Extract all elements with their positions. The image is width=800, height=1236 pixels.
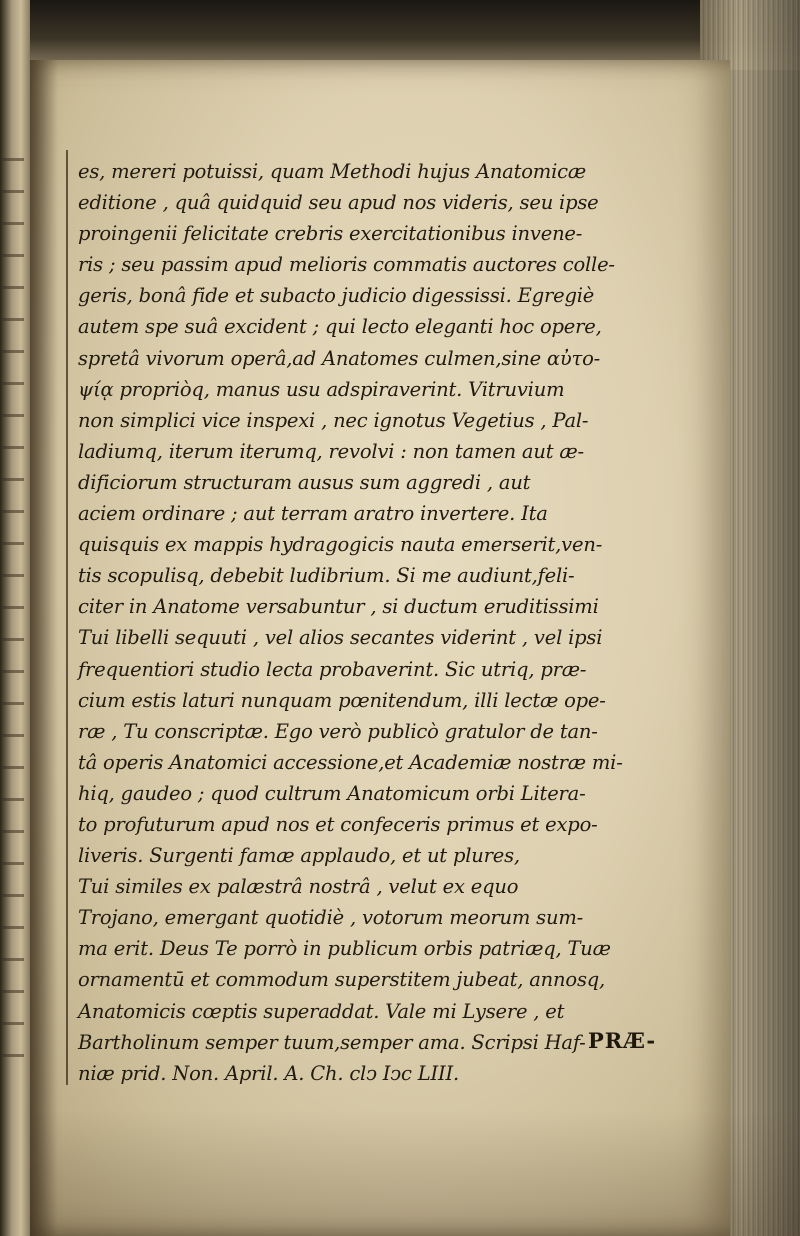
facing-text-fragment — [2, 926, 24, 929]
facing-text-fragment — [2, 830, 24, 833]
facing-text-fragment — [2, 542, 24, 545]
text-line: autem spe suâ excident ; qui lecto eleganti hoc opere, — [78, 315, 602, 339]
text-line: Tui libelli sequuti , vel alios secantes viderint , vel ipsi — [78, 626, 603, 650]
text-line: Anatomicis cœptis superaddat. Vale mi Lysere , et — [78, 999, 565, 1023]
text-line: quisquis ex mappis hydragogicis nauta emerserit,ven- — [78, 533, 603, 557]
text-line: spretâ vivorum operâ,ad Anatomes culmen,sine αὐτο- — [78, 346, 601, 370]
text-line: to profuturum apud nos et confeceris primus et expo- — [78, 812, 598, 836]
text-line: ladiumq, iterum iterumq, revolvi : non tamen aut æ- — [78, 439, 584, 463]
catchword: PRÆ- — [588, 1028, 657, 1053]
text-line: editione , quâ quidquid seu apud nos videris, seu ipse — [78, 191, 599, 215]
text-line: ræ , Tu conscriptæ. Ego verò publicò gratulor de tan- — [78, 719, 598, 743]
text-line: ψίᾳ propriòq, manus usu adspiraverint. Vitruvium — [78, 377, 565, 401]
text-line: niæ prid. Non. April. A. Ch. clↄ Iↄc LIII. — [78, 1061, 459, 1085]
text-line: aciem ordinare ; aut terram aratro invertere. Ita — [78, 502, 548, 526]
facing-text-fragment — [2, 702, 24, 705]
gutter-shadow — [30, 60, 58, 1236]
facing-text-fragment — [2, 1054, 24, 1057]
bottom-shade — [30, 1110, 800, 1236]
facing-text-fragment — [2, 798, 24, 801]
facing-page-edge — [0, 0, 30, 1236]
facing-text-fragment — [2, 574, 24, 577]
facing-text-fragment — [2, 894, 24, 897]
text-line: frequentiori studio lecta probaverint. Sic utriq, præ- — [78, 657, 587, 681]
facing-text-fragment — [2, 734, 24, 737]
facing-text-fragment — [2, 350, 24, 353]
text-line: liveris. Surgenti famæ applaudo, et ut plures, — [78, 844, 520, 868]
facing-text-fragment — [2, 254, 24, 257]
text-line: Trojano, emergant quotidiè , votorum meorum sum- — [78, 906, 584, 930]
facing-text-fragment — [2, 862, 24, 865]
text-line: ris ; seu passim apud melioris commatis auctores colle- — [78, 253, 615, 277]
text-line: geris, bonâ fide et subacto judicio digessissi. Egregiè — [78, 284, 595, 308]
facing-text-fragment — [2, 382, 24, 385]
text-line: es, mereri potuissi, quam Methodi hujus Anatomicæ — [78, 160, 586, 183]
facing-text-fragment — [2, 222, 24, 225]
facing-text-fragment — [2, 638, 24, 641]
text-line: ma erit. Deus Te porrò in publicum orbis patriæq, Tuæ — [78, 937, 611, 961]
facing-text-fragment — [2, 670, 24, 673]
margin-rule — [66, 150, 68, 1085]
text-line: tis scopulisq, debebit ludibrium. Si me audiunt,feli- — [78, 564, 575, 588]
facing-text-fragment — [2, 1022, 24, 1025]
text-line: proingenii felicitate crebris exercitationibus invene- — [78, 222, 583, 246]
text-line: dificiorum structuram ausus sum aggredi , aut — [78, 470, 531, 494]
facing-text-fragment — [2, 958, 24, 961]
facing-text-fragment — [2, 414, 24, 417]
facing-text-fragment — [2, 158, 24, 161]
text-line: hiq, gaudeo ; quod cultrum Anatomicum orbi Litera- — [78, 781, 586, 805]
facing-text-fragment — [2, 190, 24, 193]
facing-text-fragment — [2, 510, 24, 513]
facing-text-fragment — [2, 766, 24, 769]
text-line: non simplici vice inspexi , nec ignotus Vegetius , Pal- — [78, 408, 589, 432]
facing-text-fragment — [2, 478, 24, 481]
body-text — [78, 156, 698, 1089]
facing-text-fragment — [2, 286, 24, 289]
text-line: ornamentū et commodum superstitem jubeat, annosq, — [78, 968, 606, 992]
facing-text-fragment — [2, 446, 24, 449]
facing-text-fragment — [2, 990, 24, 993]
text-line: citer in Anatome versabuntur , si ductum eruditissimi — [78, 595, 599, 619]
text-line: tâ operis Anatomici accessione,et Academiæ nostræ mi- — [78, 750, 623, 774]
facing-text-fragment — [2, 318, 24, 321]
facing-text-fragment — [2, 606, 24, 609]
text-line: Tui similes ex palæstrâ nostrâ , velut ex equo — [78, 875, 519, 899]
text-line: cium estis laturi nunquam pœnitendum, illi lectæ ope- — [78, 688, 606, 712]
text-line: Bartholinum semper tuum,semper ama. Scripsi Haf- — [78, 1030, 586, 1054]
